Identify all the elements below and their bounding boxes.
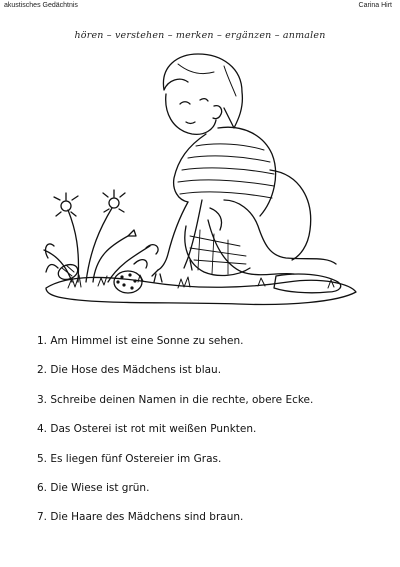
list-item: 7. Die Haare des Mädchens sind braun. (37, 511, 244, 524)
girl-face (166, 94, 216, 134)
header-author: Carina Hirt (358, 2, 392, 9)
girl-hair (163, 54, 242, 128)
list-item: 6. Die Wiese ist grün. (37, 481, 150, 494)
list-item: 2. Die Hose des Mädchens ist blau. (37, 364, 222, 377)
steps-line: hören – verstehen – merken – ergänzen – anmalen (74, 30, 326, 41)
list-item: 1. Am Himmel ist eine Sonne zu sehen. (37, 335, 244, 347)
egg-dots (116, 273, 136, 289)
header-left-title: akustisches Gedächtnis (4, 2, 78, 9)
basket-weave (190, 230, 246, 274)
list-item: 5. Es liegen fünf Ostereier im Gras. (37, 452, 222, 465)
list-item: 3. Schreibe deinen Namen in die rechte, obere Ecke. (37, 393, 314, 406)
task-list (37, 335, 313, 541)
girl-trousers (208, 200, 336, 275)
girl-shoe (274, 274, 341, 293)
girl-hand (152, 258, 192, 282)
shirt-stripes (178, 144, 274, 198)
list-item: 4. Das Osterei ist rot mit weißen Punkten. (37, 423, 257, 436)
coloring-illustration (38, 50, 368, 312)
girl-arm (158, 200, 202, 270)
page-header (0, 0, 400, 14)
girl-knee (270, 170, 311, 260)
